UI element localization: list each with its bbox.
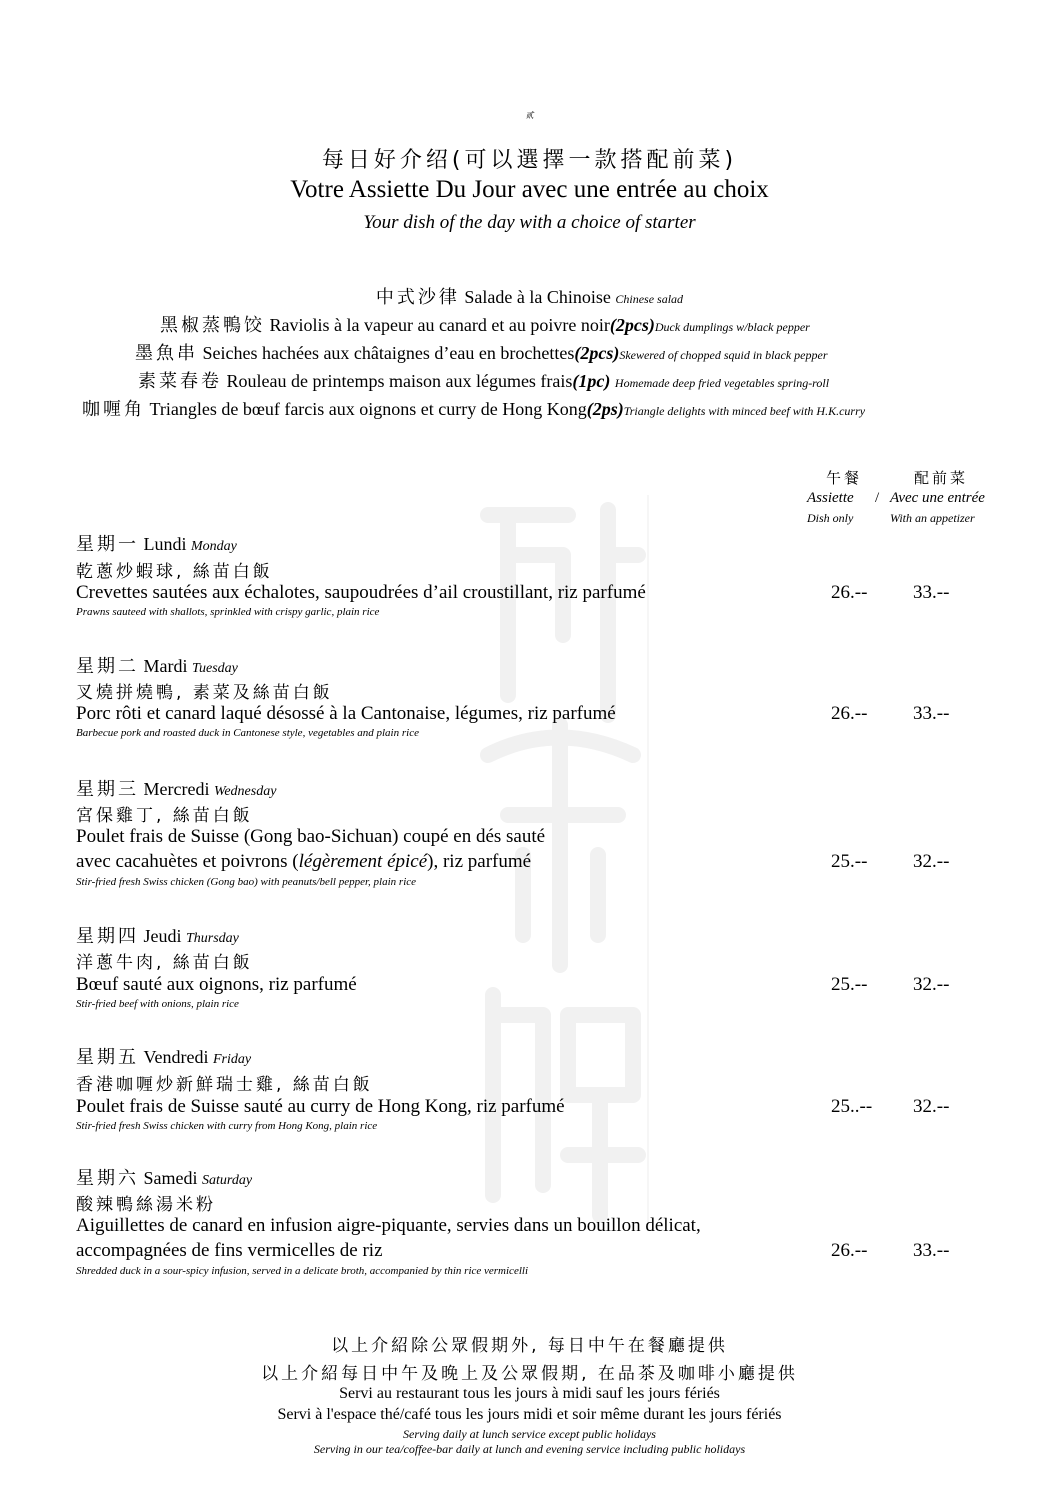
day-heading: 星期一 Lundi Monday bbox=[76, 534, 237, 555]
price-with-appetizer: 32.-- bbox=[913, 851, 950, 872]
col2-header-chinese: 配前菜 bbox=[914, 469, 969, 487]
dish-english: Stir-fried beef with onions, plain rice bbox=[76, 998, 239, 1010]
price-with-appetizer: 32.-- bbox=[913, 1096, 950, 1117]
col2-header-english: With an appetizer bbox=[890, 511, 975, 525]
dish-french-line2: avec cacahuètes et poivrons (légèrement épicé), riz parfumé bbox=[76, 851, 532, 872]
dish-english: Stir-fried fresh Swiss chicken (Gong bao) with peanuts/bell pepper, plain rice bbox=[76, 876, 417, 888]
starter-item: 咖喱角 Triangles de bœuf farcis aux oignons et curry de Hong Kong(2ps)Triangle delights with minced beef with H.K.curry bbox=[82, 399, 866, 420]
dish-french: Aiguillettes de canard en infusion aigre-piquante, servies dans un bouillon délicat, bbox=[76, 1215, 701, 1236]
page-marker: 贰 bbox=[525, 111, 534, 120]
col2-header-french: Avec une entrée bbox=[890, 490, 985, 506]
price-dish-only: 25.-- bbox=[831, 851, 868, 872]
dish-chinese: 乾蔥炒蝦球, 絲苗白飯 bbox=[76, 562, 273, 582]
dish-english: Shredded duck in a sour-spicy infusion, served in a delicate broth, accompanied by thin rice vermicelli bbox=[76, 1265, 528, 1277]
day-heading: 星期四 Jeudi Thursday bbox=[76, 926, 239, 947]
day-heading: 星期三 Mercredi Wednesday bbox=[76, 779, 277, 800]
dish-english: Stir-fried fresh Swiss chicken with curry from Hong Kong, plain rice bbox=[76, 1120, 378, 1132]
starter-item: 素菜春卷 Rouleau de printemps maison aux légumes frais(1pc) Homemade deep fried vegetables spring-roll bbox=[138, 371, 830, 392]
dish-french: Bœuf sauté aux oignons, riz parfumé bbox=[76, 974, 357, 995]
dish-french: Poulet frais de Suisse sauté au curry de Hong Kong, riz parfumé bbox=[76, 1096, 565, 1117]
day-heading: 星期五 Vendredi Friday bbox=[76, 1047, 252, 1068]
dish-chinese: 酸辣鴨絲湯米粉 bbox=[76, 1195, 216, 1215]
day-heading: 星期二 Mardi Tuesday bbox=[76, 656, 238, 677]
dish-chinese: 香港咖喱炒新鮮瑞士雞, 絲苗白飯 bbox=[76, 1075, 373, 1095]
starter-item: 黑椒蒸鴨饺 Raviolis à la vapeur au canard et au poivre noir(2pcs)Duck dumplings w/black pepper bbox=[160, 315, 810, 336]
footer-chinese-2: 以上介紹每日中午及晚上及公眾假期, 在品茶及咖啡小廳提供 bbox=[261, 1364, 798, 1384]
col1-header-french: Assiette bbox=[807, 490, 854, 506]
title-english: Your dish of the day with a choice of starter bbox=[363, 212, 696, 233]
dish-chinese: 宮保雞丁, 絲苗白飯 bbox=[76, 806, 253, 826]
price-dish-only: 25.-- bbox=[831, 974, 868, 995]
price-dish-only: 26.-- bbox=[831, 1240, 868, 1261]
footer-english-2: Serving in our tea/coffee-bar daily at lunch and evening service including public holidays bbox=[313, 1442, 746, 1456]
col-header-separator: / bbox=[875, 490, 880, 506]
starter-item: 墨魚串 Seiches hachées aux châtaignes d’eau en brochettes(2pcs)Skewered of chopped squid in black pepper bbox=[135, 343, 828, 364]
dish-french: Poulet frais de Suisse (Gong bao-Sichuan) coupé en dés sauté bbox=[76, 826, 546, 847]
title-french: Votre Assiette Du Jour avec une entrée au choix bbox=[290, 176, 769, 203]
footer-english-1: Serving daily at lunch service except public holidays bbox=[403, 1427, 656, 1441]
footer-french-1: Servi au restaurant tous les jours à midi sauf les jours fériés bbox=[339, 1385, 720, 1402]
price-dish-only: 26.-- bbox=[831, 582, 868, 603]
starter-item: 中式沙律 Salade à la Chinoise Chinese salad bbox=[375, 287, 684, 308]
price-with-appetizer: 32.-- bbox=[913, 974, 950, 995]
price-with-appetizer: 33.-- bbox=[913, 703, 950, 724]
dish-french-line2: accompagnées de fins vermicelles de riz bbox=[76, 1240, 383, 1261]
dish-chinese: 洋蔥牛肉, 絲苗白飯 bbox=[76, 953, 253, 973]
day-heading: 星期六 Samedi Saturday bbox=[76, 1168, 253, 1189]
title-chinese: 每日好介绍(可以選擇一款搭配前菜) bbox=[321, 148, 738, 173]
dish-french: Porc rôti et canard laqué désossé à la Cantonaise, légumes, riz parfumé bbox=[76, 703, 616, 724]
col1-header-chinese: 午餐 bbox=[826, 469, 863, 487]
dish-french: Crevettes sautées aux échalotes, saupoudrées d’ail croustillant, riz parfumé bbox=[76, 582, 646, 603]
dish-english: Prawns sauteed with shallots, sprinkled with crispy garlic, plain rice bbox=[76, 606, 380, 618]
footer-chinese-1: 以上介紹除公眾假期外, 每日中午在餐廳提供 bbox=[331, 1336, 728, 1356]
price-dish-only: 25..-- bbox=[831, 1096, 873, 1117]
price-with-appetizer: 33.-- bbox=[913, 582, 950, 603]
price-dish-only: 26.-- bbox=[831, 703, 868, 724]
price-with-appetizer: 33.-- bbox=[913, 1240, 950, 1261]
dish-chinese: 叉燒拼燒鴨, 素菜及絲苗白飯 bbox=[76, 683, 333, 703]
footer-french-2: Servi à l'espace thé/café tous les jours midi et soir même durant les jours fériés bbox=[277, 1406, 782, 1423]
col1-header-english: Dish only bbox=[807, 511, 854, 525]
dish-english: Barbecue pork and roasted duck in Cantonese style, vegetables and plain rice bbox=[76, 727, 419, 739]
